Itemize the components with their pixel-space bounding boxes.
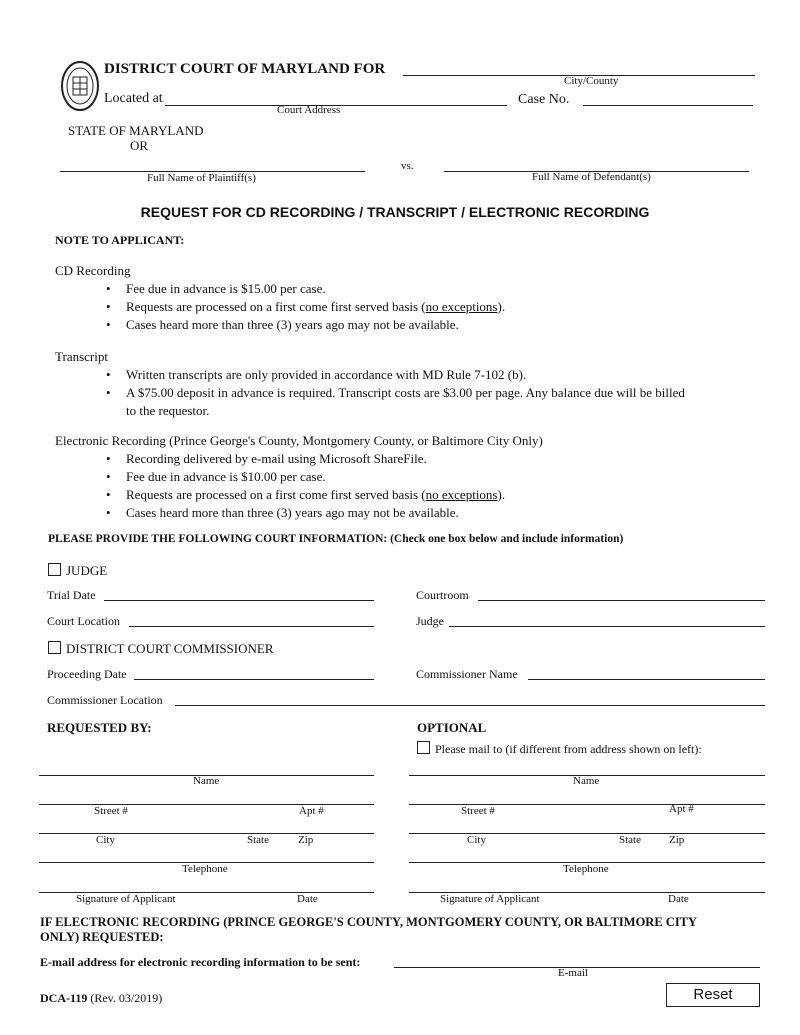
- mail-telephone-caption: Telephone: [563, 863, 609, 875]
- court-address-caption: Court Address: [277, 104, 341, 116]
- list-item: • Cases heard more than three (3) years ago may not be available.: [106, 316, 505, 334]
- mail-state-caption: State: [619, 834, 641, 846]
- proceeding-date-field[interactable]: [134, 679, 374, 680]
- mail-apt-caption: Apt #: [669, 803, 694, 815]
- judge-name-field[interactable]: [449, 626, 765, 627]
- electronic-request-heading-line1: IF ELECTRONIC RECORDING (PRINCE GEORGE'S COUNTY, MONTGOMERY COUNTY, OR BALTIMORE CITY: [40, 915, 698, 929]
- mail-city-caption: City: [467, 834, 486, 846]
- list-item: • Recording delivered by e-mail using Microsoft ShareFile.: [106, 450, 505, 468]
- transcript-label: Transcript: [55, 349, 108, 364]
- case-no-field[interactable]: [583, 105, 753, 106]
- cd-recording-list: [106, 280, 505, 334]
- court-seal-icon: [60, 60, 100, 112]
- court-location-label: Court Location: [47, 614, 120, 628]
- trial-date-label: Trial Date: [47, 588, 96, 602]
- defendant-caption: Full Name of Defendant(s): [532, 171, 651, 183]
- note-heading: NOTE TO APPLICANT:: [55, 233, 185, 247]
- list-item: • Cases heard more than three (3) years ago may not be available.: [106, 504, 505, 522]
- list-item: • Requests are processed on a first come first served basis (no exceptions).: [106, 298, 505, 316]
- cd-recording-label: CD Recording: [55, 263, 131, 278]
- requester-name-caption: Name: [193, 775, 220, 787]
- trial-date-field[interactable]: [104, 600, 374, 601]
- judge-option-label: JUDGE: [66, 563, 108, 578]
- email-caption: E-mail: [558, 967, 588, 979]
- court-title: DISTRICT COURT OF MARYLAND FOR: [104, 61, 386, 77]
- requester-state-caption: State: [247, 834, 269, 846]
- court-info-heading: PLEASE PROVIDE THE FOLLOWING COURT INFORMATION: (Check one box below and include information): [48, 533, 624, 545]
- judge-option[interactable]: [48, 563, 107, 579]
- email-label: E-mail address for electronic recording information to be sent:: [40, 955, 361, 969]
- mail-date-caption: Date: [668, 893, 689, 905]
- list-item: • Fee due in advance is $10.00 per case.: [106, 468, 505, 486]
- state-label: STATE OF MARYLAND: [68, 123, 204, 138]
- requester-city-field[interactable]: [39, 833, 374, 834]
- reset-button[interactable]: Reset: [666, 983, 760, 1007]
- list-item: • A $75.00 deposit in advance is required. Transcript costs are $3.00 per page. Any balance due will be billed to the requestor.: [106, 384, 685, 420]
- electronic-recording-list: [106, 450, 505, 522]
- requester-zip-caption: Zip: [298, 834, 314, 846]
- courtroom-field[interactable]: [478, 600, 765, 601]
- or-label: OR: [130, 138, 149, 153]
- commissioner-name-field[interactable]: [528, 679, 765, 680]
- mail-signature-caption: Signature of Applicant: [440, 893, 540, 905]
- list-item: • Requests are processed on a first come first served basis (no exceptions).: [106, 486, 505, 504]
- page-title: REQUEST FOR CD RECORDING / TRANSCRIPT / ELECTRONIC RECORDING: [140, 204, 650, 220]
- mail-zip-caption: Zip: [669, 834, 685, 846]
- proceeding-date-label: Proceeding Date: [47, 667, 127, 681]
- mail-to-option[interactable]: [417, 741, 702, 757]
- plaintiff-caption: Full Name of Plaintiff(s): [147, 172, 256, 184]
- requester-telephone-caption: Telephone: [182, 863, 228, 875]
- case-no-label: Case No.: [518, 92, 570, 107]
- court-location-field[interactable]: [129, 626, 374, 627]
- mail-city-field[interactable]: [409, 833, 765, 834]
- mail-street-caption: Street #: [461, 805, 495, 817]
- commissioner-location-field[interactable]: [175, 705, 765, 706]
- mail-to-checkbox[interactable]: [417, 741, 430, 754]
- commissioner-location-label: Commissioner Location: [47, 693, 163, 707]
- form-revision: (Rev. 03/2019): [90, 991, 163, 1005]
- requester-date-caption: Date: [297, 893, 318, 905]
- commissioner-checkbox[interactable]: [48, 641, 61, 654]
- form-number: DCA-119: [40, 991, 88, 1005]
- transcript-list: [106, 366, 685, 420]
- commissioner-option[interactable]: [48, 641, 274, 657]
- mail-name-caption: Name: [573, 775, 600, 787]
- requester-city-caption: City: [96, 834, 115, 846]
- located-at-label: Located at: [104, 91, 163, 106]
- list-item: • Written transcripts are only provided in accordance with MD Rule 7-102 (b).: [106, 366, 685, 384]
- judge-field-label: Judge: [416, 614, 444, 628]
- judge-checkbox[interactable]: [48, 563, 61, 576]
- electronic-recording-label: Electronic Recording (Prince George's County, Montgomery County, or Baltimore City Only): [55, 433, 543, 448]
- form-id: [40, 991, 162, 1006]
- list-item: • Fee due in advance is $15.00 per case.: [106, 280, 505, 298]
- requester-street-caption: Street #: [94, 805, 128, 817]
- mail-to-label: Please mail to (if different from address shown on left):: [435, 742, 702, 756]
- requested-by-heading: REQUESTED BY:: [47, 720, 152, 735]
- commissioner-option-label: DISTRICT COURT COMMISSIONER: [66, 641, 274, 656]
- courtroom-label: Courtroom: [416, 588, 469, 602]
- electronic-request-heading-line2: ONLY) REQUESTED:: [40, 930, 164, 944]
- requester-signature-caption: Signature of Applicant: [76, 893, 176, 905]
- vs-label: vs.: [401, 160, 414, 172]
- city-county-caption: City/County: [564, 75, 619, 87]
- commissioner-name-label: Commissioner Name: [416, 667, 518, 681]
- optional-heading: OPTIONAL: [417, 720, 487, 735]
- requester-apt-caption: Apt #: [299, 805, 324, 817]
